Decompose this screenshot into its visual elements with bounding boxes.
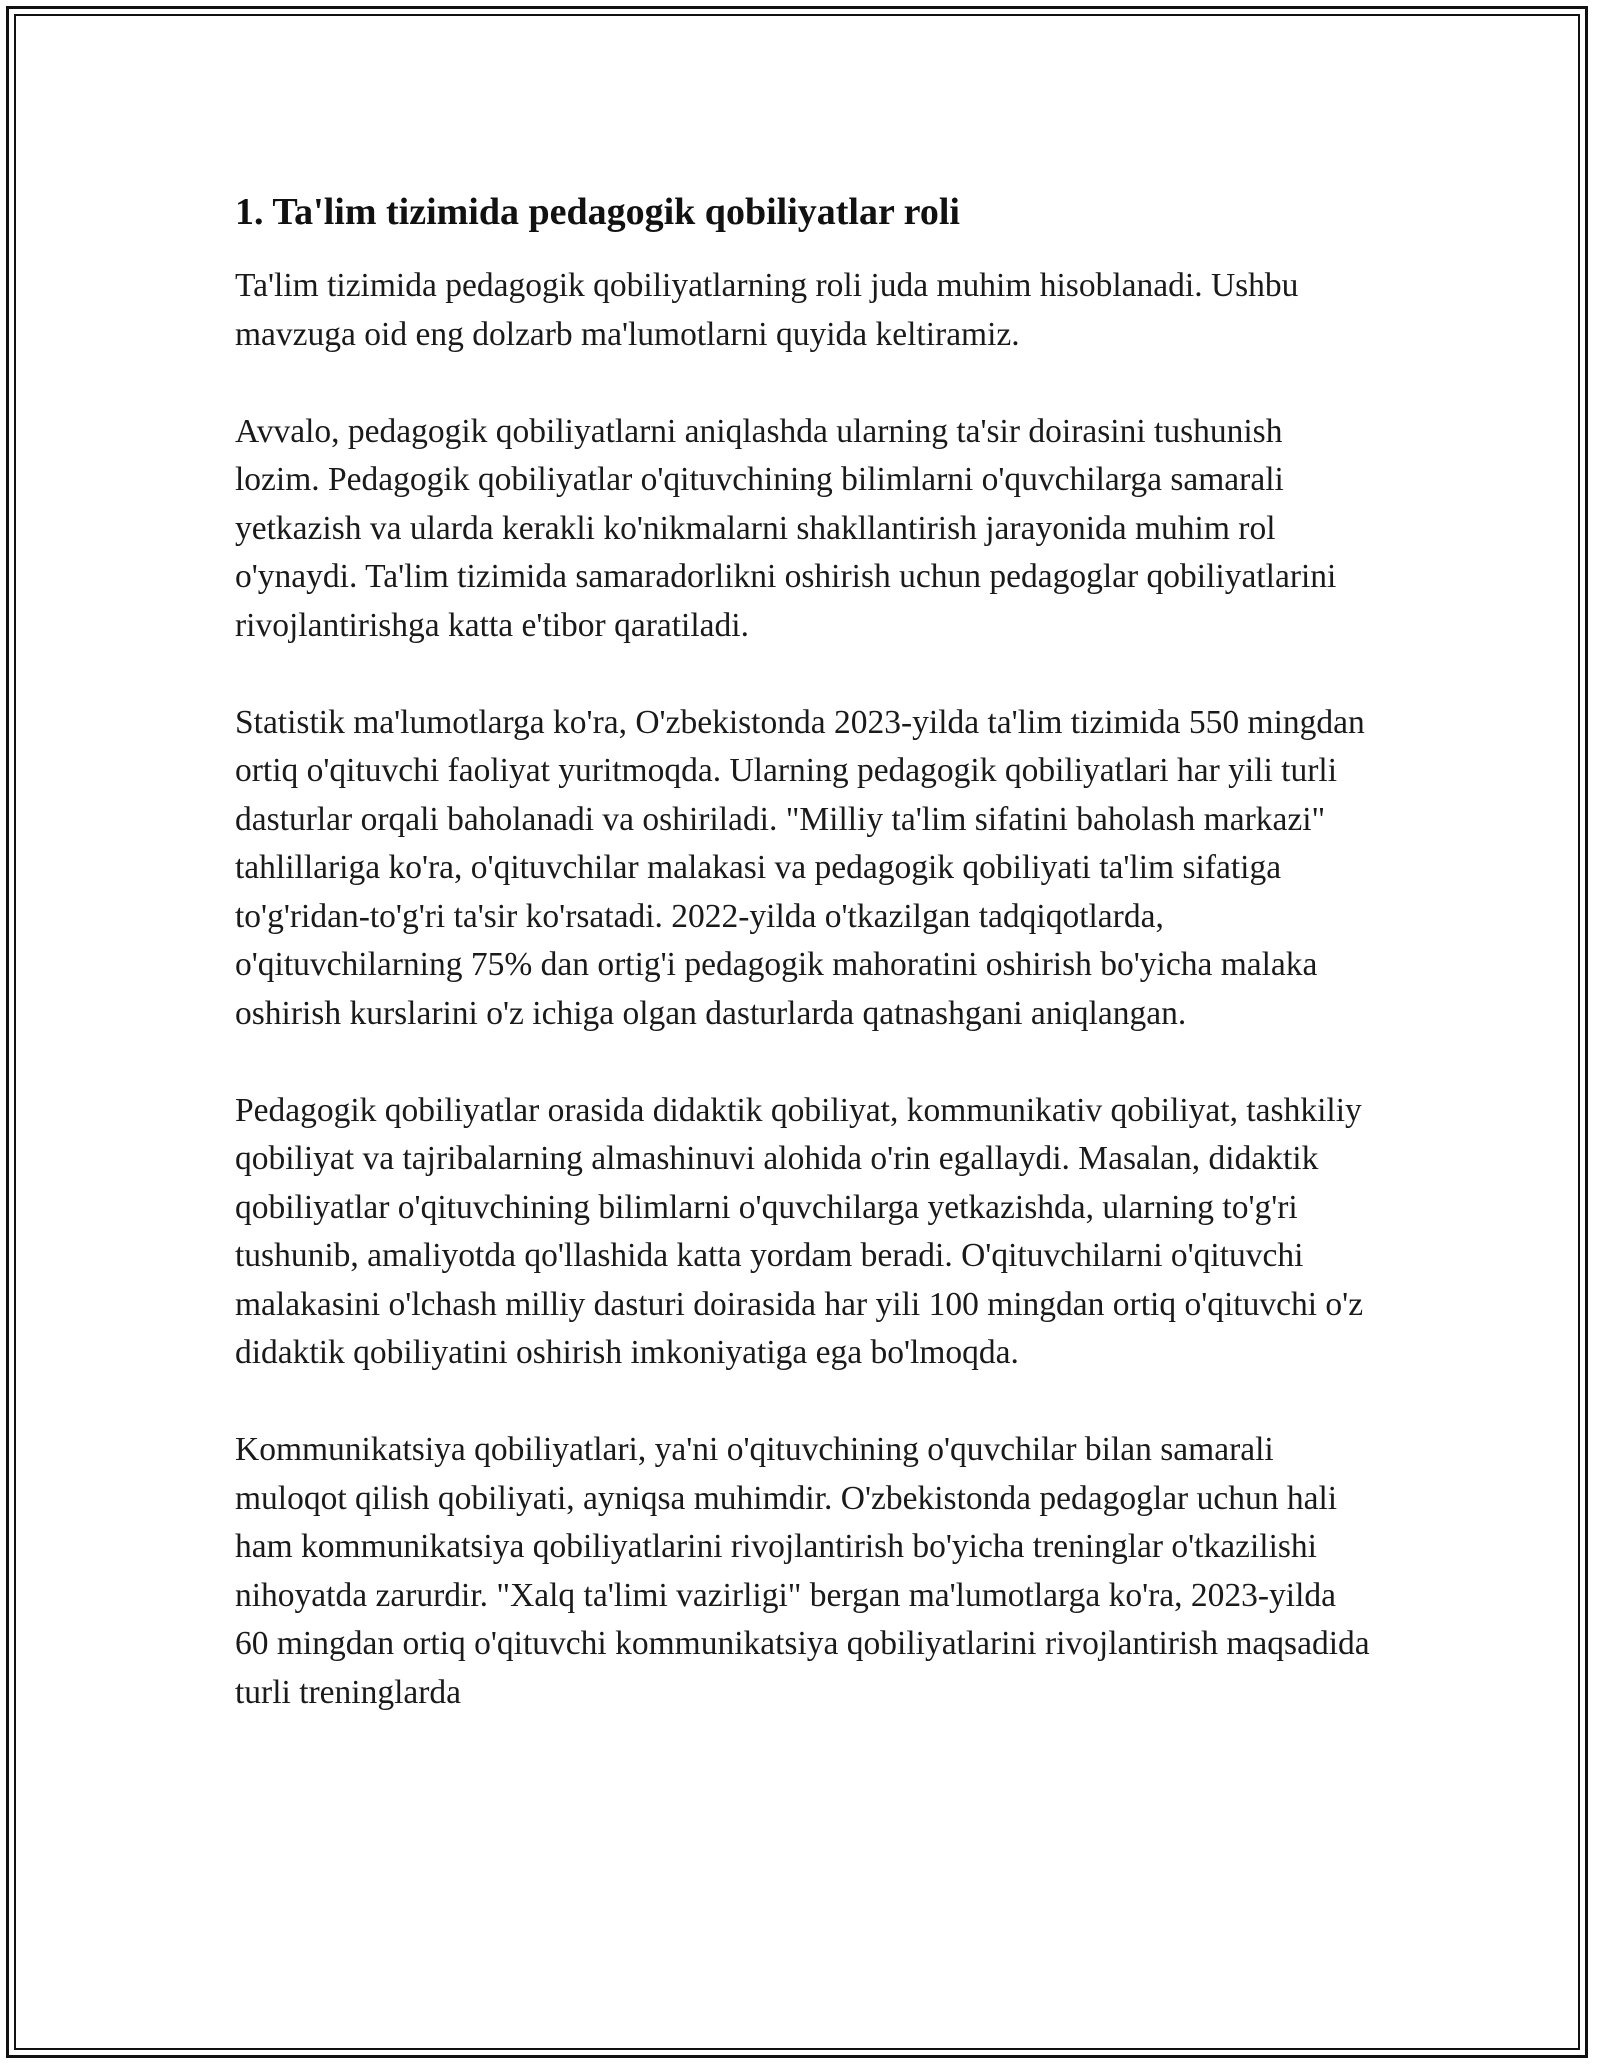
- paragraph-intro: Ta'lim tizimida pedagogik qobiliyatlarning roli juda muhim hisoblanadi. Ushbu mavzuga oid eng dolzarb ma'lumotlarni quyida keltiramiz.: [235, 267, 1299, 353]
- paragraph-ability-types: Pedagogik qobiliyatlar orasida didaktik qobiliyat, kommunikativ qobiliyat, tashkiliy qobiliyat va tajribalarning almashinuvi alohida o'rin egallaydi. Masalan, didaktik qobiliyatlar o'qituvchining bilimlarni o'quvchilarga yetkazishda, ularning to'g'ri tushunib, amaliyotda qo'llashida katta yordam beradi. O'qituvchilarni o'qituvchi malakasini o'lchash milliy dasturi doirasida har yili 100 mingdan ortiq o'qituvchi o'z didaktik qobiliyatini oshirish imkoniyatiga ega bo'lmoqda.: [235, 1091, 1364, 1371]
- paragraph-definition: Avvalo, pedagogik qobiliyatlarni aniqlashda ularning ta'sir doirasini tushunish lozim. Pedagogik qobiliyatlar o'qituvchining bilimlarni o'quvchilarga samarali yetkazish va ularda kerakli ko'nikmalarni shakllantirish jarayonida muhim rol o'ynaydi. Ta'lim tizimida samaradorlikni oshirish uchun pedagoglar qobiliyatlarini rivojlantirishga katta e'tibor qaratiladi.: [235, 412, 1337, 644]
- section-title: 1. Ta'lim tizimida pedagogik qobiliyatlar roli: [235, 191, 960, 233]
- paragraph-statistics: Statistik ma'lumotlarga ko'ra, O'zbekistonda 2023-yilda ta'lim tizimida 550 mingdan ortiq o'qituvchi faoliyat yuritmoqda. Ularning pedagogik qobiliyatlari har yili turli dasturlar orqali baholanadi va oshiriladi. "Milliy ta'lim sifatini baholash markazi" tahlillariga ko'ra, o'qituvchilar malakasi va pedagogik qobiliyati ta'lim sifatiga to'g'ridan-to'g'ri ta'sir ko'rsatadi. 2022-yilda o'tkazilgan tadqiqotlarda, o'qituvchilarning 75% dan ortig'i pedagogik mahoratini oshirish bo'yicha malaka oshirish kurslarini o'z ichiga olgan dasturlarda qatnashgani aniqlangan.: [235, 703, 1365, 1032]
- paragraph-communication: Kommunikatsiya qobiliyatlari, ya'ni o'qituvchining o'quvchilar bilan samarali muloqot qilish qobiliyati, ayniqsa muhimdir. O'zbekistonda pedagoglar uchun hali ham kommunikatsiya qobiliyatlarini rivojlantirish bo'yicha treninglar o'tkazilishi nihoyatda zarurdir. "Xalq ta'limi vazirligi" bergan ma'lumotlarga ko'ra, 2023-yilda 60 mingdan ortiq o'qituvchi kommunikatsiya qobiliyatlarini rivojlantirish maqsadida turli treninglarda: [235, 1431, 1370, 1711]
- document-body: [235, 188, 1375, 1766]
